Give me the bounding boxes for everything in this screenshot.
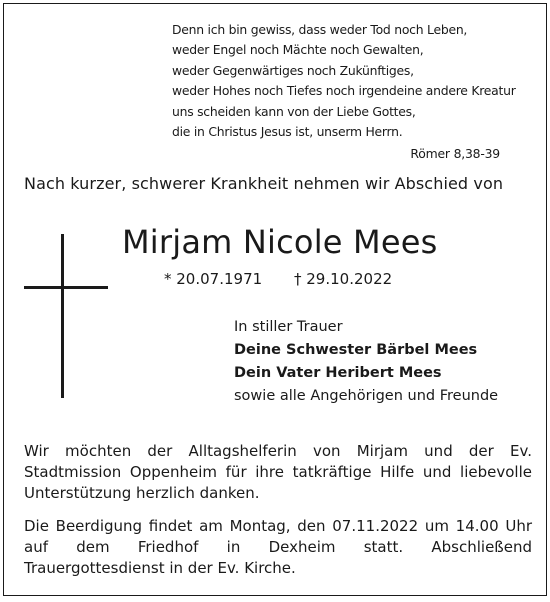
verse-reference: Römer 8,38-39 bbox=[410, 146, 500, 161]
mourner-line: Dein Vater Heribert Mees bbox=[234, 365, 442, 381]
verse-line: die in Christus Jesus ist, unserm Herrn. bbox=[172, 124, 403, 140]
verse-line: uns scheiden kann von der Liebe Gottes, bbox=[172, 103, 416, 119]
death-date: † 29.10.2022 bbox=[294, 270, 393, 288]
obituary-notice bbox=[3, 3, 547, 596]
verse-line: Denn ich bin gewiss, dass weder Tod noch Leben, bbox=[172, 22, 468, 37]
mourner-line: sowie alle Angehörigen und Freunde bbox=[234, 388, 499, 404]
thanks-paragraph: Wir möchten der Alltagshelferin von Mirjam und der Ev. Stadtmission Oppenheim für ihre tatkräftige Hilfe und liebevolle Unterstützung herzlich danken. bbox=[24, 442, 532, 502]
bible-verse bbox=[172, 20, 516, 142]
verse-line: weder Hohes noch Tiefes noch irgendeine andere Kreatur bbox=[172, 83, 516, 99]
latin-cross-icon bbox=[24, 234, 108, 398]
verse-line: weder Gegenwärtiges noch Zukünftiges, bbox=[172, 62, 414, 78]
deceased-name: Mirjam Nicole Mees bbox=[122, 223, 438, 261]
mourner-line: Deine Schwester Bärbel Mees bbox=[234, 342, 478, 358]
verse-line: weder Engel noch Mächte noch Gewalten, bbox=[172, 42, 424, 58]
funeral-paragraph: Die Beerdigung findet am Montag, den 07.11.2022 um 14.00 Uhr auf dem Friedhof in Dexheim statt. Abschließend Trauergottesdienst in der Ev. Kirche. bbox=[24, 517, 532, 577]
mourner-line: In stiller Trauer bbox=[234, 319, 343, 335]
intro-text: Nach kurzer, schwerer Krankheit nehmen wir Abschied von bbox=[24, 174, 504, 193]
mourners-list bbox=[234, 316, 498, 408]
birth-date: * 20.07.1971 bbox=[164, 270, 263, 288]
